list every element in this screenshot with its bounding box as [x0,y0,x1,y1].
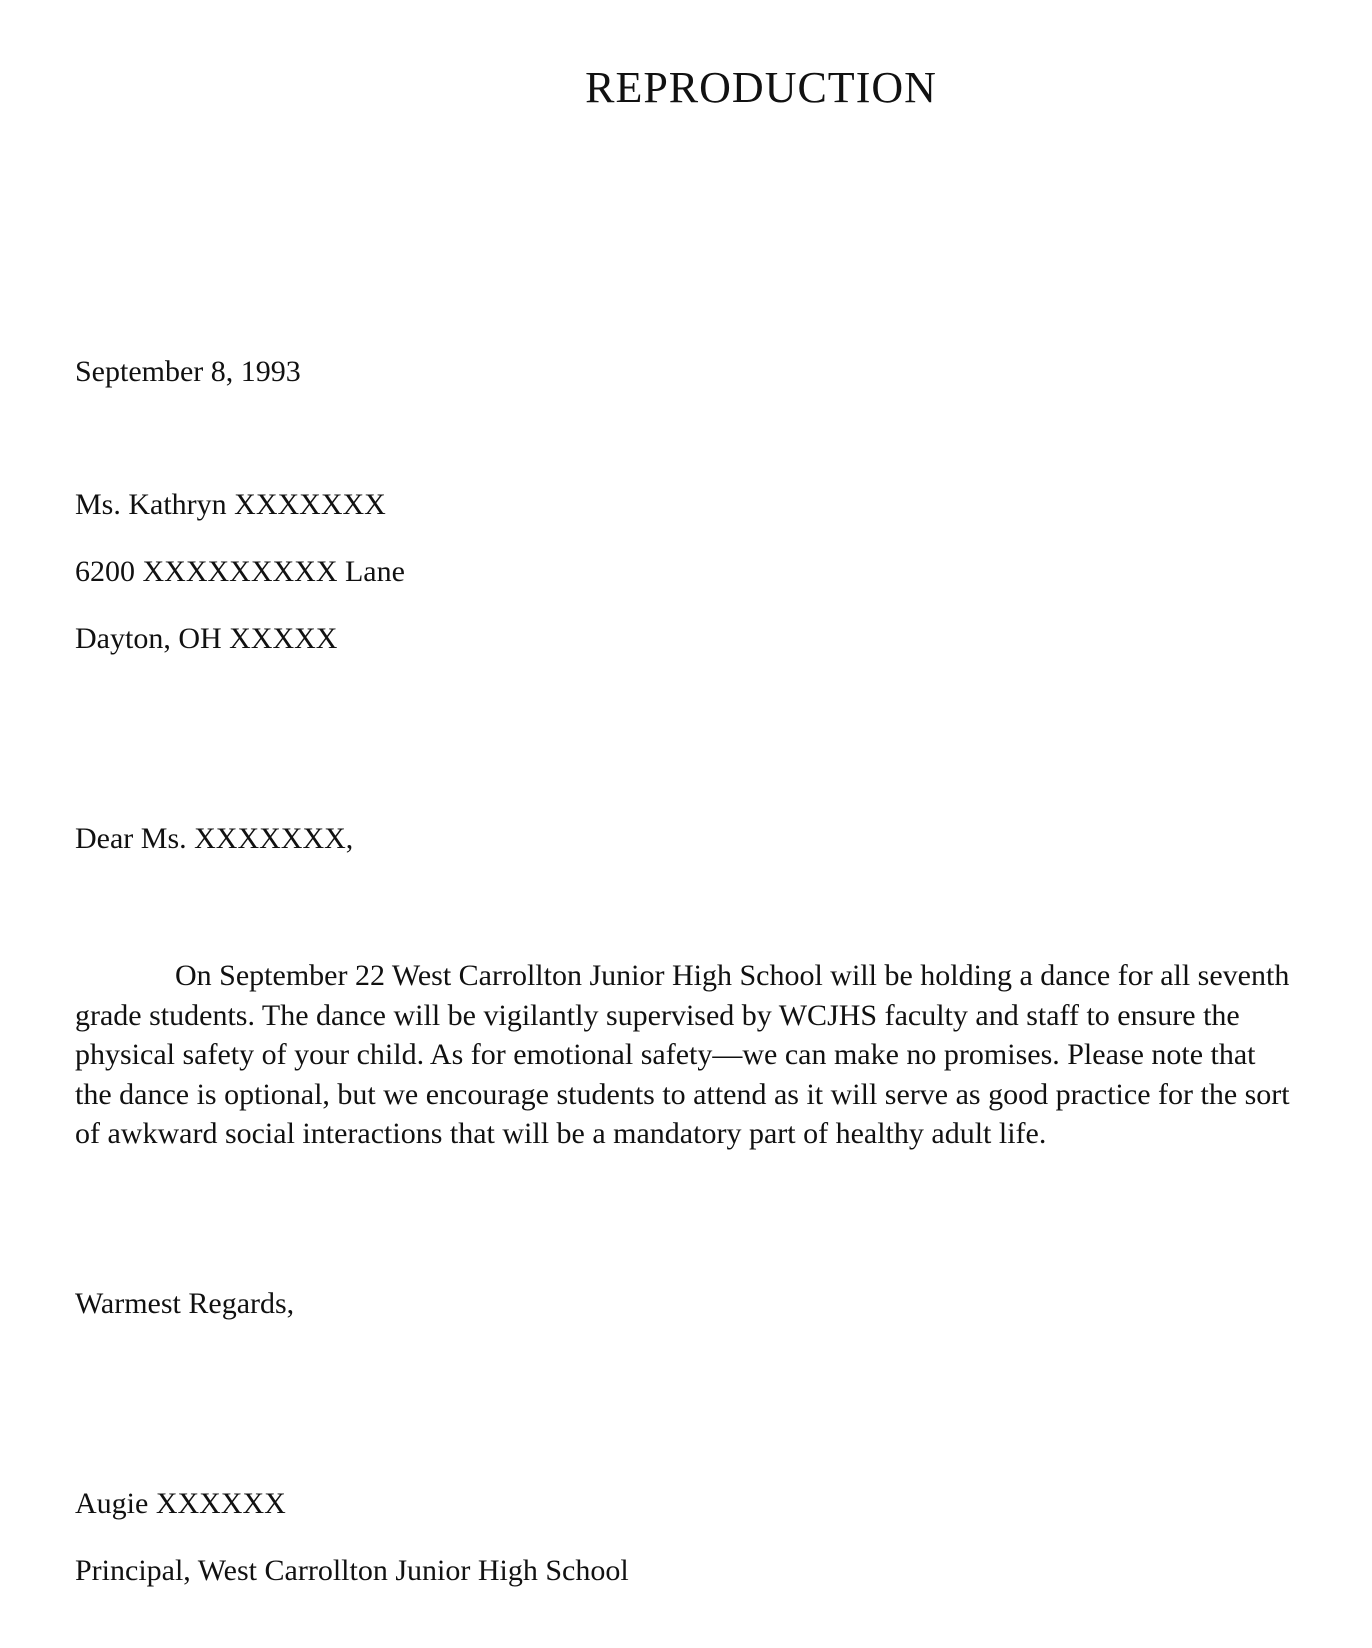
salutation: Dear Ms. XXXXXXX, [75,822,354,855]
recipient-city: Dayton, OH XXXXX [75,622,338,655]
signer-title: Principal, West Carrollton Junior High School [75,1554,629,1587]
recipient-name: Ms. Kathryn XXXXXXX [75,488,386,521]
letter-body: On September 22 West Carrollton Junior High School will be holding a dance for all seventh grade students. The dance will be vigilantly supervised by WCJHS faculty and staff to ensure the physical safety of your child. As for emotional safety—we can make no promises. Please note that the dance is optional, but we encourage students to attend as it will serve as good practice for the sort of awkward social interactions that will be a mandatory part of healthy adult life. [75,959,1290,1150]
signer-name: Augie XXXXXX [75,1487,286,1520]
letter-date: September 8, 1993 [75,355,301,388]
closing: Warmest Regards, [75,1287,295,1320]
page-heading: REPRODUCTION [585,63,937,112]
recipient-street: 6200 XXXXXXXXX Lane [75,555,405,588]
